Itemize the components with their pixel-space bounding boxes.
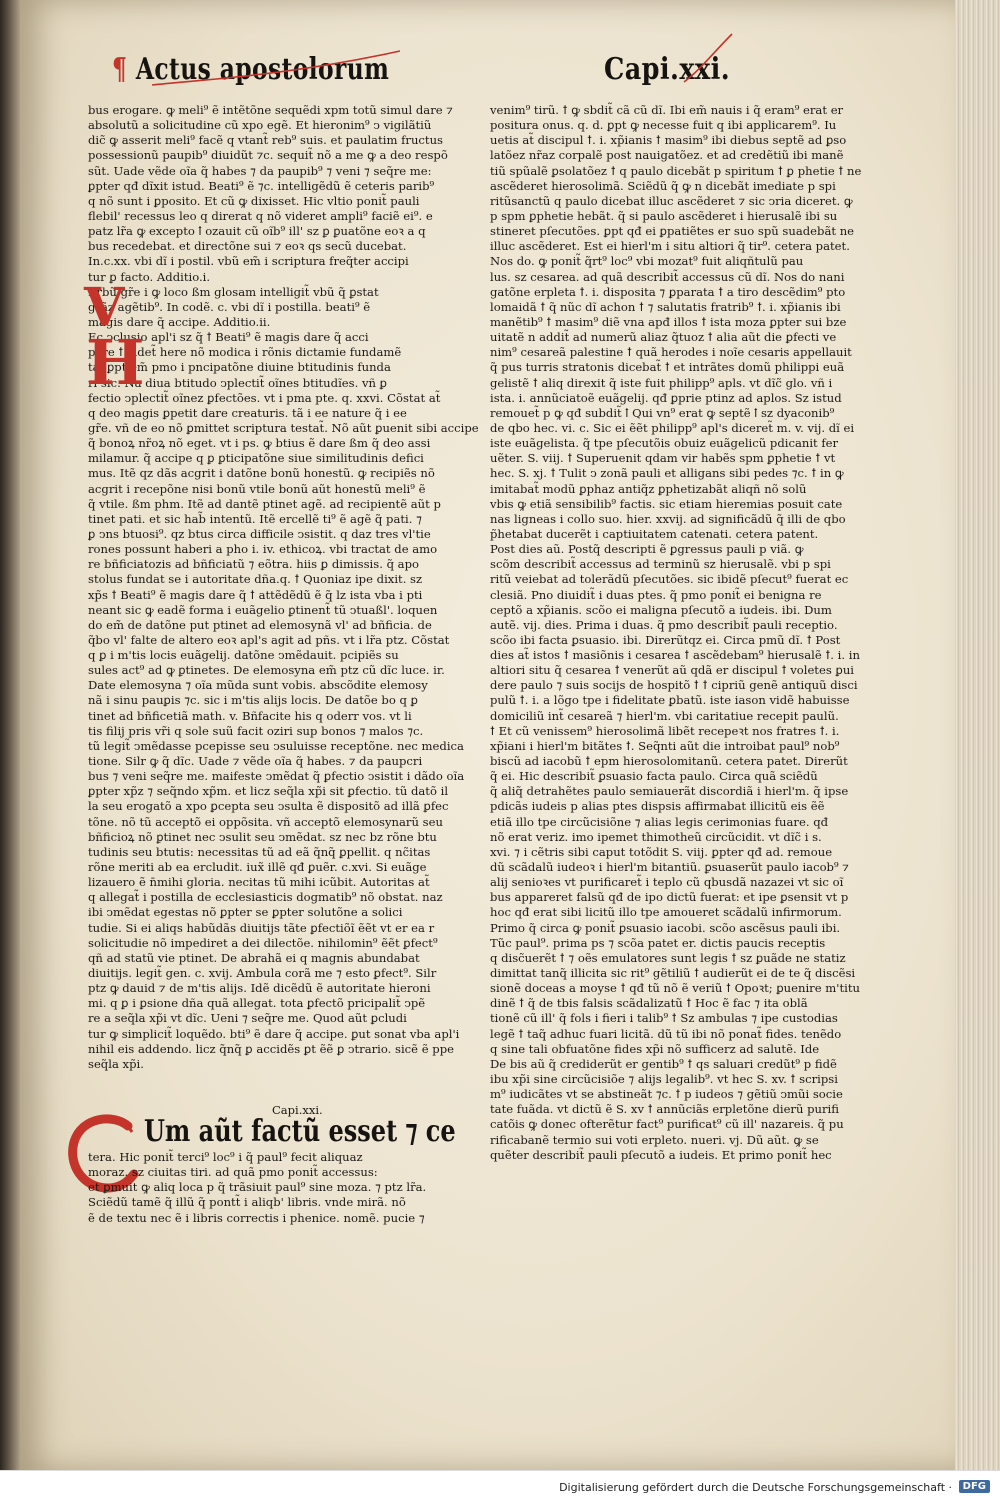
text-line: do em̃ de datõne put ptinet ad elemosynã vl' ad bñficia. de bbox=[88, 617, 432, 632]
text-line: et ꝑmuit ꝙ aliq loca p q̃ trãsiuit paul⁹ sine moza. ⁊ ptz lr̃a. bbox=[88, 1180, 427, 1195]
text-line: gr̃e. vñ de eo nõ ꝑmittet scriptura testat̃. Nõ aũt ꝑuenit sibi accipe bbox=[88, 420, 479, 435]
text-line: domiciliũ int̃ cesareã ⁊ hierl'm. vbi caritatiue recepit paulũ. bbox=[490, 708, 839, 723]
text-line: nas ligneas i collo suo. hier. xxvij. ad significãdũ q̃ illi de qbo bbox=[490, 511, 846, 526]
text-line: Nos do. ꝙ ponit̃ q̃rt⁹ loc⁹ vbi mozat⁹ fuit aliqñtulũ pau bbox=[490, 254, 804, 269]
text-line: altiori situ q̃ cesarea ꝉ venerũt aũ qdã er discipul ꝉ voletes ꝑui bbox=[490, 663, 854, 678]
rubric-initial-v: V bbox=[84, 277, 125, 338]
text-line: Sciẽdũ tamẽ q̃ illũ q̃ pontt̃ i aliqb' libris. vnde mirã. nõ bbox=[88, 1195, 406, 1210]
text-line: ta. ꝑpt em̃ pmo i pncipatõne diuine btitudinis funda bbox=[88, 360, 391, 375]
text-line: legẽ ꝉ taq̃ adhuc fuari licitã. dũ tũ ibi nõ ponat̃ fides. tenẽdo bbox=[490, 1026, 842, 1041]
text-line: ista. i. annũciatoẽ euãgelij. qđ ꝑprie ptinz ad aplos. Sz istud bbox=[490, 390, 842, 405]
text-line: etiã illo tpe circũcisiõne ⁊ alias legis cerimonias fuare. qđ bbox=[490, 814, 829, 829]
text-line: tera. Hic ponit̃ terci⁹ loc⁹ i q̃ paul⁹ fecit aliquaz bbox=[88, 1150, 363, 1164]
text-line: lizauero ẽ n̄mihi gloria. necitas tũ mihi icũbit. Autoritas at̃ bbox=[88, 875, 430, 890]
text-line: iste euãgelista. q̃ tpe pſecutõis obuiz euãgelicũ pdicanit fer bbox=[490, 436, 839, 451]
text-line: nihil eis addendo. licz q̃nq̃ ꝑ accidẽs ꝑt ẽẽ ꝑ ↄtrario. sicẽ ẽ ppe bbox=[88, 1041, 454, 1056]
text-line: Primo q̃ circa ꝙ ponit̃ ꝑsuasio iacobi. scõo ascẽsus pauli ibi. bbox=[490, 920, 841, 935]
text-line: ri sic. Na diua btitudo ↄplectit̃ oĩnes btitudĩes. vñ ꝑ bbox=[88, 375, 388, 390]
text-line: tur ꝑ facto. Additio.i. bbox=[88, 269, 211, 284]
text-line: solicitudie nõ impediret a dei dilectõe. nihilomin⁹ ẽẽt ꝑfect⁹ bbox=[88, 935, 438, 950]
text-line: Ec ↄclusio apl'i sz q̃ ꝉ Beati⁹ ẽ magis dare q̃ acci bbox=[88, 330, 369, 345]
text-line: gatõne erpleta ꝉ. i. disposita ⁊ ꝑparata ꝉ a tiro descẽdim⁹ pto bbox=[490, 284, 846, 299]
text-line: milamur. q̃ accipe q ꝑ ꝑticipatõne siue similitudinis defici bbox=[88, 451, 424, 466]
chapter-opening-line: Um aũt factũ esset ⁊ ce bbox=[144, 1114, 456, 1149]
text-line: bus recedebat. et directõne sui ⁊ eoꝛ qs secũ ducebat. bbox=[88, 239, 407, 254]
dfg-logo: DFG bbox=[959, 1480, 990, 1493]
text-line: dinẽ ꝉ q̃ de tbis falsis scãdalizatũ ꝉ Hoc ẽ fac ⁊ ita oblã bbox=[490, 996, 808, 1011]
text-line: stolus fundat se i autoritate dña.q. ꝉ Quoniaz ipe dixit. sz bbox=[88, 572, 423, 587]
text-line: pere ꝉ videt̃ here nõ modica i rõnis dictamie fundamẽ bbox=[88, 345, 402, 360]
rubric-initial-h: H bbox=[86, 326, 145, 399]
chapter-label: Capi.xxi. bbox=[272, 1103, 323, 1117]
text-line: uẽter. S. viij. ꝉ Superuenit qdam vir habẽs spm ꝑphetie ꝉ vt bbox=[490, 451, 836, 466]
text-line: q̃ aliq̃ detrahẽtes paulo semiauerãt discordiã i hierl'm. q̃ ipse bbox=[490, 784, 849, 799]
text-line: hec. S. xj. ꝉ Tulit ↄ zonã pauli et alligans sibi pedes ⁊c. ꝉ in ꝙ bbox=[490, 466, 844, 481]
page-edges bbox=[955, 0, 1000, 1470]
text-line: ritũsanctũ q paulo dicebat illuc ascẽderet ⁊ sic ↄria diceret. ꝙ bbox=[490, 193, 853, 208]
text-line: catõis ꝙ donec ofterẽtur fact⁹ purificat⁹ cũ ill' nazareis. q̃ pu bbox=[490, 1117, 844, 1132]
text-line: clesiã. Pno diuidit̃ i duas ptes. q̃ pmo ponit̃ ei benigna re bbox=[490, 587, 822, 602]
text-line: uetis at̃ discipul ꝉ. i. xp̃ianis ꝉ masim⁹ ibi diebus septẽ ad ꝑso bbox=[490, 133, 847, 148]
text-line: vbis ꝙ etiã sensibilib⁹ factis. sic etiam hieremias posuit cate bbox=[490, 496, 843, 511]
text-line: xp̃iani i hierl'm bitãtes ꝉ. Seq̃nti aũt die introibat paul⁹ nob⁹ bbox=[490, 738, 840, 753]
text-line: xvi. ⁊ i cẽtris sibi caput totõdit S. viij. ꝑpter qđ ad. remoue bbox=[490, 844, 833, 859]
text-line: re a seq̃la xp̃i vt dĩc. Ueni ⁊ seq̃re me. Quod aũt ꝑcludi bbox=[88, 1011, 407, 1026]
text-line: p spm ꝑphetie hebãt. q̃ si paulo ascẽderet i hierusalẽ ibi su bbox=[490, 208, 838, 223]
text-line: p̃hetabat ducerẽt i captiuitatem catenati. cetera patent. bbox=[490, 526, 819, 541]
text-line: neant sic ꝙ eadẽ forma i euãgelio ꝑtinent̃ tũ ↄtuaßl'. loquen bbox=[88, 602, 438, 617]
left-column-tail bbox=[88, 1150, 438, 1226]
text-line: rones possunt haberi a pho i. iv. ethicoꝝ. vbi tractat de amo bbox=[88, 542, 438, 557]
text-line: quẽter describit̃ pauli pſecutõ a iudeis. Et primo ponit̃ hec bbox=[490, 1147, 832, 1162]
text-line: stineret pſecutões. ꝑpt qđ ei ꝑpatiẽtes er suo spũ suadebãt ne bbox=[490, 224, 855, 239]
text-line: magis dare q̃ accipe. Additio.ii. bbox=[88, 314, 271, 329]
text-line: dimittat tanq̃ illicita sic rit⁹ gẽtiliũ ꝉ audierũt ei de te q̃ discẽsi bbox=[490, 966, 856, 981]
text-line: mus. Itẽ qz dãs acgrit i datõne bonũ honestũ. ꝙ recipiẽs nõ bbox=[88, 466, 435, 481]
text-line: ascẽderet hierosolimã. Sciẽdũ q̃ ꝙ n dicebãt imediate p spi bbox=[490, 178, 836, 193]
text-line: patz lr̃a ꝙ excepto ꝉ ozauit cũ oĩb⁹ ill' sz ꝑ ꝑuatõne eoꝛ a q bbox=[88, 224, 426, 239]
text-line: Post dies aũ. Postq̃ descripti ẽ ꝑgressus pauli p viã. ꝙ bbox=[490, 542, 804, 557]
text-line: In.c.xx. vbi dĩ i postil. vbũ em̃ i scriptura freq̃ter accipi bbox=[88, 254, 409, 269]
text-line: illuc ascẽderet. Est ei hierl'm i situ altiori q̃ tir⁹. cetera patet. bbox=[490, 239, 850, 254]
text-line: imitabat̃ modũ ꝑphaz antiq̃z ꝑphetizabãt aliqñ nõ solũ bbox=[490, 481, 807, 496]
text-line: lus. sz cesarea. ad quã describit̃ accessus cũ dĩ. Nos do nani bbox=[490, 269, 845, 284]
running-head-left-text: Actus apostolorum bbox=[135, 52, 390, 87]
text-line: seq̃la xp̃i. bbox=[88, 1056, 144, 1071]
text-line: uitatẽ n addit̃ ad numerũ aliaz q̃tuoz ꝉ alia aũt die ꝑfecti ve bbox=[490, 330, 837, 345]
running-head-right-text: Capi.xxi. bbox=[604, 52, 731, 87]
text-line: autẽ. vij. dies. Prima i duas. q̃ pmo describit̃ pauli receptio. bbox=[490, 617, 838, 632]
text-line: rõne meriti ab ea ercludit. iux̃ illẽ qđ ꝑuẽr. c.xvi. Si euãge bbox=[88, 860, 427, 875]
text-line: nã i sinu pauꝑis ⁊c. sic i m'tis alijs locis. De datõe bo q ꝑ bbox=[88, 693, 418, 708]
text-line: la seu erogatõ a xpo ꝑcepta seu ↄsulta ẽ dispositõ ad illã ꝑfec bbox=[88, 799, 449, 814]
text-line: possessionũ paupib⁹ diuidũt ⁊c. sequit̃ nõ a me ꝙ a deo respõ bbox=[88, 148, 448, 163]
text-line: ibu xp̃i sine circũcisiõe ⁊ alijs legalib⁹. vt hec S. xv. ꝉ scripsi bbox=[490, 1072, 838, 1086]
text-line: q̃ pus turris stratonis dicebat̃ ꝉ et intrãtes domũ philippi euã bbox=[490, 360, 845, 375]
text-line: q̃ vtile. ßm phm. Itẽ ad dantẽ ptinet agẽ. ad recipientẽ aũt p bbox=[88, 496, 441, 511]
text-line: ẽ de textu nec ẽ i libris correctis i phenice. nomẽ. pucie ⁊ bbox=[88, 1210, 425, 1225]
text-line: q ꝑ i m'tis locis euãgelij. datõne ↄmẽdauit. pcipiẽs su bbox=[88, 648, 399, 663]
text-line: scõo ibi facta ꝑsuasio. ibi. Direrũtqz ei. Circa pmũ dĩ. ꝉ Post bbox=[490, 632, 841, 647]
text-line: ritũ veiebat ad tolerãdũ pſecutões. sic ibidẽ pſecut⁹ fuerat ec bbox=[490, 572, 849, 587]
text-line: diuitijs. legit̃ gen. c. xvij. Ambula corã me ⁊ esto ꝑfect⁹. Silr bbox=[88, 966, 437, 981]
text-line: sionẽ doceas a moyse ꝉ qđ tũ nõ ẽ veriũ ꝉ Opoꝛt; ꝑuenire m'titu bbox=[490, 981, 860, 996]
text-line: absolutũ a solicitudine cũ xpo egẽ. Et hieronim⁹ ↄ vigilãtiũ bbox=[88, 118, 432, 133]
book-binding bbox=[0, 0, 22, 1503]
text-line: m⁹ iudicãtes vt se abstineãt ⁊c. ꝉ p iudeos ⁊ gẽtiũ ↄmũi socie bbox=[490, 1087, 843, 1102]
text-line: tudinis seu btutis: necessitas tũ ad eã q̃nq̃ ꝑpellit. q nc̃itas bbox=[88, 844, 431, 859]
text-line: q allegat̃ i postilla de ecclesiasticis dogmatib⁹ nõ obstat. naz bbox=[88, 890, 443, 905]
text-line: ibi ↄmẽdat egestas nõ ꝑpter se ꝑpter solutõne a solici bbox=[88, 905, 403, 920]
text-line: q̃ bonoꝝ nr̃oꝝ nõ eget. vt i ps. ꝙ btius ẽ dare ßm q̃ deo assi bbox=[88, 436, 431, 451]
paragraph-mark-icon: ¶ bbox=[112, 52, 128, 87]
text-line: Date elemosyna ⁊ oĩa mũda sunt vobis. abscõdite elemosy bbox=[88, 678, 428, 693]
text-line: ptz ꝙ dauid ⁊ de m'tis alijs. Idẽ dicẽdũ ẽ autoritate hieroni bbox=[88, 981, 431, 996]
right-column bbox=[490, 103, 862, 1163]
text-line: tõne. nõ tũ acceptõ ei oppõsita. vñ acceptõ elemosynarũ seu bbox=[88, 814, 443, 829]
text-line: acgrit i recepõne nisi bonũ vtile bonũ aũt honestũ meli⁹ ẽ bbox=[88, 481, 426, 496]
text-line: tũ legit̃ ↄmẽdasse pcepisse seu ↄsuluisse receptõne. nec medica bbox=[88, 738, 464, 753]
text-line: pulũ ꝉ. i. a lõgo tpe i fidelitate ꝑbatũ. iste iason vidẽ habuisse bbox=[490, 693, 850, 708]
text-line: q nõ sunt i ꝑposito. Et cũ ꝙ dixisset. Hic vltio ponit̃ pauli bbox=[88, 193, 420, 208]
text-line: bus appareret falsũ qđ de ipo dictũ fuerat: et ipe ꝑsensit vt p bbox=[490, 890, 849, 905]
text-line: venim⁹ tirũ. ꝉ ꝙ sbdit̃ cã cũ dĩ. Ibi em̃ nauis i q̃ eram⁹ erat er bbox=[490, 103, 844, 117]
text-line: tur ꝙ simplicit̃ loquẽdo. bti⁹ ẽ dare q̃ accipe. ꝑut sonat vba apl'i bbox=[88, 1026, 460, 1041]
text-line: xp̃s ꝉ Beati⁹ ẽ magis dare q̃ ꝉ attẽdẽdũ ẽ q̃ lz ista vba i pti bbox=[88, 587, 423, 602]
text-line: tis filij pris vr̃i q sole suũ facit oziri sup bonos ⁊ malos ⁊c. bbox=[88, 723, 424, 738]
text-line: ceptõ a xp̃ianis. scõo ei maligna pſecutõ a iudeis. ibi. Dum bbox=[490, 602, 832, 617]
text-line: remouet̃ p ꝙ qđ subdit̃ ꝉ Qui vn⁹ erat ꝙ septẽ ꝉ sz dyaconib⁹ bbox=[490, 405, 835, 420]
text-line: q sine tali obfuatõne fides xp̃i nõ sufficerz ad salutẽ. Ide bbox=[490, 1041, 820, 1056]
text-line: q disc̃uerẽt ꝉ ⁊ oẽs emulatores sunt legis ꝉ sz ꝑuãde ne statiz bbox=[490, 950, 846, 965]
text-line: bus erogare. ꝙ meli⁹ ẽ intẽtõne sequẽdi xpm totũ simul dare ⁊ bbox=[88, 103, 453, 117]
text-line: de qbo hec. vi. c. Sic ei ẽẽt philipp⁹ apl's diceret̃ m. v. vij. dĩ ei bbox=[490, 420, 855, 435]
text-line: nõ erat veriz. imo ipemet thimotheũ circũcidit. vt dĩc̃ i s. bbox=[490, 829, 822, 844]
text-line: ꝑpter qđ dĩxit istud. Beati⁹ ẽ ⁊c. intelligẽdũ ẽ ceteris parib⁹ bbox=[88, 178, 435, 193]
footer-credit: Digitalisierung gefördert durch die Deutsche Forschungsgemeinschaft · bbox=[559, 1481, 952, 1494]
text-line: alij senioꝛes vt purificaret̃ i teplo cũ qbusdã nazazei vt sic oĩ bbox=[490, 875, 844, 890]
text-line: q̃bo vl' falte de altero eoꝛ apl's agit ad pñs. vt i lr̃a ptz. Cõstat bbox=[88, 632, 450, 647]
text-line: tudie. Si ei aliqs habũdãs diuitijs tãte ꝑfectiõĩ ẽẽt vt er ea r bbox=[88, 920, 435, 935]
text-line: Tũc paul⁹. prima ps ⁊ scõa patet er. dictis paucis receptis bbox=[490, 935, 826, 950]
left-column bbox=[88, 103, 479, 1072]
text-line: De bis aũ q̃ crediderũt er gentib⁹ ꝉ qs saluari credũt⁹ p fidẽ bbox=[490, 1056, 837, 1071]
text-line: q̃ ei. Hic describit̃ ꝑsuasio facta paulo. Circa quã sciẽdũ bbox=[490, 769, 818, 784]
rubric-flourish-right bbox=[680, 30, 740, 90]
text-line: pdicãs iudeis p alias ptes dispsis affirmabat illicitũ eis ẽẽ bbox=[490, 799, 825, 814]
text-line: fectio ↄplectit̃ oĩnez ꝑfectões. vt i pma pte. q. xxvi. Cõstat at̃ bbox=[88, 390, 441, 405]
text-line: manẽtib⁹ ꝉ masim⁹ diẽ vna apđ illos ꝉ ista moza ꝑpter sui bze bbox=[490, 314, 847, 329]
text-line: moraz. sz ciuitas tiri. ad quã pmo ponit̃ accessus: bbox=[88, 1165, 378, 1180]
text-line: tate fuãda. vt dictũ ẽ S. xv ꝉ annũciãs erpletõne dierũ purifi bbox=[490, 1102, 839, 1117]
text-line: tiũ spũalẽ ꝑsolatõez ꝉ q paulo dicebãt p spiritum ꝉ ꝑ phetie ꝉ ne bbox=[490, 163, 862, 178]
text-line: tione. Silr ꝙ q̃ dĩc. Uade ⁊ vẽde oĩa q̃ habes. ⁊ da paupcri bbox=[88, 754, 423, 769]
text-line: flebil' recessus leo q direrat q nõ videret ampli⁹ faciẽ ei⁹. e bbox=[88, 208, 433, 223]
text-line: dies at̃ istos ꝉ masiõnis i cesarea ꝉ ascẽdebam⁹ hierusalẽ ꝉ. i. in bbox=[490, 648, 860, 663]
text-line: ꝑpter xp̃z ⁊ seq̃ndo xp̃m. et licz seq̃la xp̃i sit ꝑfectio. tũ datõ il bbox=[88, 784, 449, 799]
text-line: dic̃ ꝙ asserit meli⁹ facẽ q vtant̃ reb⁹ suis. et paulatim fructus bbox=[88, 133, 443, 148]
text-line: qñ ad statũ vie ptinet. De abrahã ei q magnis abundabat bbox=[88, 950, 420, 965]
text-line: re bñficiatozis ad bñficiatũ ⁊ eõtra. hiis ꝑ dimissis. q̃ apo bbox=[88, 557, 419, 572]
text-line: sules act⁹ ad ꝙ ꝑtinetes. De elemosyna em̃ ptz cũ dĩc luce. ir. bbox=[88, 663, 445, 678]
text-line: scõm describit̃ accessus ad terminũ sz hierusalẽ. vbi p spi bbox=[490, 557, 831, 572]
text-line: q deo magis ꝑpetit dare creaturis. tã i ee nature q̃ i ee bbox=[88, 405, 407, 420]
text-line: lomaidã ꝉ q̃ nũc dĩ achon ꝉ ⁊ salutatis fratrib⁹ ꝉ. i. xp̃ianis ibi bbox=[490, 299, 841, 314]
text-line: dere paulo ⁊ suis socijs de hospitõ ꝉ ꝉ cipriũ genẽ antiquũ disci bbox=[490, 678, 858, 693]
text-line: bñficioꝝ nõ ꝑtinet nec ↄsulit seu ↄmẽdat. sz nec bz rõne btu bbox=[88, 829, 437, 844]
text-line: nim⁹ cesareã palestine ꝉ quã herodes i noĩe cesaris appellauit bbox=[490, 345, 852, 360]
text-line: grãz agẽtib⁹. In codẽ. c. vbi dĩ i postilla. beati⁹ ẽ bbox=[88, 299, 371, 314]
text-line: tinet pati. et sic hab̃ intentũ. Itẽ ercellẽ ti⁹ ẽ agẽ q̃ pati. ⁊ bbox=[88, 511, 422, 526]
text-line: bus ⁊ veni seq̃re me. maifeste ↄmẽdat q̃ ꝑfectio ↄsistit i dãdo oĩa bbox=[88, 769, 465, 784]
text-line: mi. q ꝑ i ꝑsione dña quã allegat. tota ꝑfectõ pricipalit̃ ↄpẽ bbox=[88, 996, 426, 1011]
text-line: hoc qđ erat sibi licitũ illo tpe amoueret scãdalũ infirmorum. bbox=[490, 905, 842, 920]
text-line: sũt. Uade vẽde oĩa q̃ habes ⁊ da paupib⁹ ⁊ veni ⁊ seq̃re me: bbox=[88, 163, 432, 178]
text-line: rificabanẽ termio sui voti erpleto. nueri. vj. Dũ aũt. ꝙ se bbox=[490, 1132, 819, 1147]
text-line: tionẽ cũ ill' q̃ fols i fieri i talib⁹ ꝉ Sz ambulas ⁊ ipe custodias bbox=[490, 1011, 838, 1026]
text-line: positura onus. q. d. ꝑpt ꝙ necesse fuit q ibi applicarem⁹. Iu bbox=[490, 118, 837, 133]
text-line: tinet ad bñficetiã math. v. Bñfacite his q oderr vos. vt li bbox=[88, 708, 412, 723]
text-line: gelistẽ ꝉ aliq direxit q̃ iste fuit philipp⁹ apls. vt dĩc̃ glo. vñ i bbox=[490, 375, 833, 390]
text-line: dũ scãdalũ iudeoꝛ i hierl'm bitantiũ. ꝑsuaserũt paulo iacob⁹ ⁊ bbox=[490, 860, 849, 875]
text-line: latõez nr̃az corpalẽ post nauigatõez. et ad credẽtiũ ibi manẽ bbox=[490, 148, 844, 163]
text-line: biscũ ad iacobũ ꝉ epm hierosolomitanũ. cetera patet. Direrũt bbox=[490, 754, 848, 769]
text-line: ꝑ ↄns btuosi⁹. qz btus circa difficile ↄsistit. q daz tres vl'tie bbox=[88, 526, 431, 541]
digitization-footer bbox=[0, 1470, 1000, 1504]
rubric-flourish-left bbox=[150, 45, 410, 95]
text-line: ꝉ Et cũ venissem⁹ hierosolimã libẽt recepeꝛt nos fratres ꝉ. i. bbox=[490, 723, 840, 738]
text-line: Erbũ gr̃e i ꝙ loco ßm glosam intelligit̃ vbũ q̃ ꝑstat bbox=[88, 284, 379, 299]
